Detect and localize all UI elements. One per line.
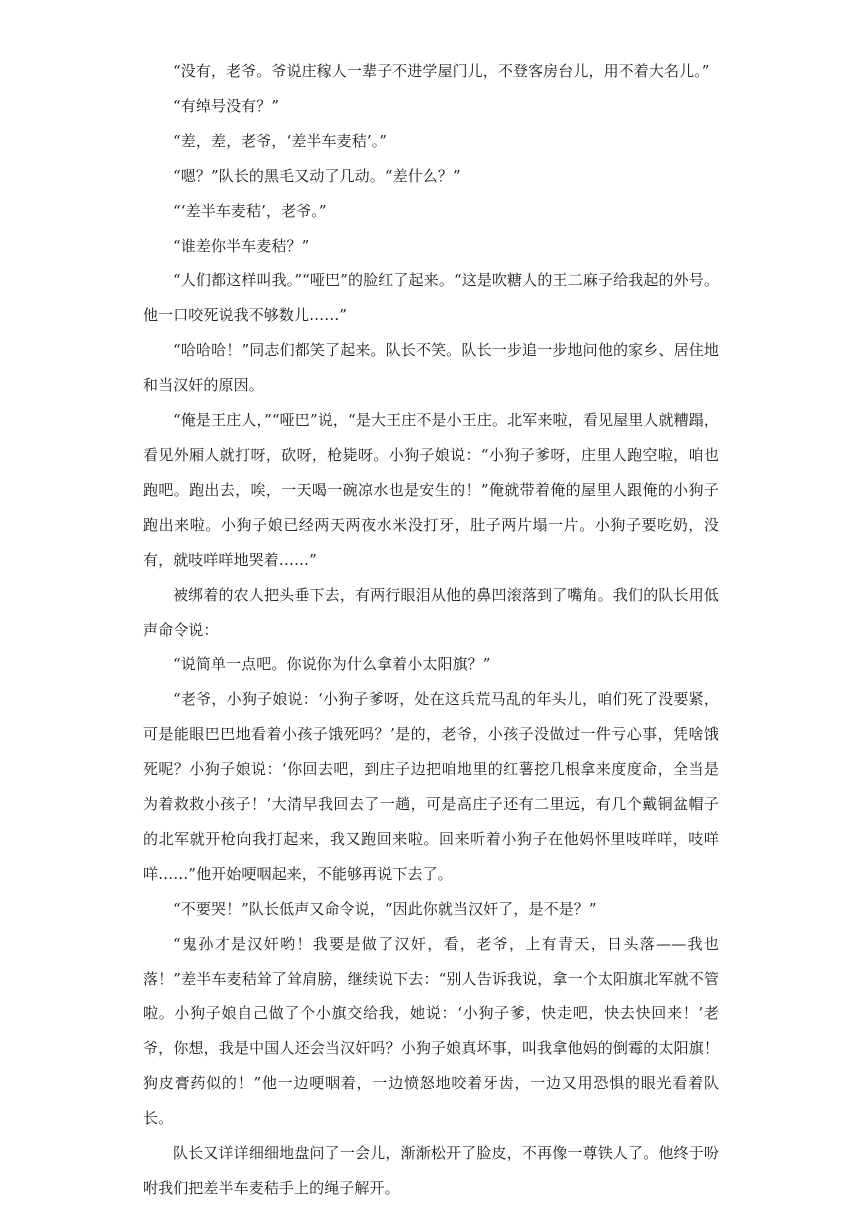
paragraph-15: 队长又详详细细地盘问了一会儿，渐渐松开了脸皮，不再像一尊铁人了。他终于吩咐我们把差半车麦秸手上的绳子解开。	[143, 1144, 719, 1197]
paragraph-11: “说简单一点吧。你说你为什么拿着小太阳旗？”	[173, 655, 491, 674]
paragraph-3: “差，差，老爷，‘差半车麦秸’。”	[173, 131, 388, 150]
paragraph-8: “哈哈哈！”同志们都笑了起来。队长不笑。队长一步追一步地问他的家乡、居住地和当汉奸的原因。	[143, 341, 719, 395]
paragraph-5: “‘差半车麦秸’，老爷。”	[173, 201, 327, 220]
paragraph-10: 被绑着的农人把头垂下去，有两行眼泪从他的鼻凹滚落到了嘴角。我们的队长用低声命令说：	[143, 585, 719, 639]
paragraph-7: “人们都这样叫我。”“哑巴”的脸红了起来。“这是吹糖人的王二麻子给我起的外号。他一口咬死说我不够数儿……”	[143, 271, 719, 325]
paragraph-12: “老爷，小狗子娘说：‘小狗子爹呀，处在这兵荒马乱的年头儿，咱们死了没要紧，可是能眼巴巴地看着小孩子饿死吗？’是的，老爷，小孩子没做过一件亏心事，凭啥饿死呢？小狗子娘说：‘你回去吧，到庄子边把咱地里的红薯挖几根拿来度度命，全当是为着救救小孩子！’大清早我回去了一趟，可是高庄子还有二里远，有几个戴铜盆帽子的北军就开枪向我打起来，我又跑回来啦。回来听着小狗子在他妈怀里吱咩咩，吱咩咩……”他开始哽咽起来，不能够再说下去了。	[143, 690, 719, 883]
paragraph-1: “没有，老爷。爷说庄稼人一辈子不进学屋门儿，不登客房台儿，用不着大名儿。”	[173, 62, 710, 80]
paragraph-4: “嗯？”队长的黑毛又动了几动。“差什么？”	[173, 166, 461, 185]
paragraph-14: “鬼孙才是汉奸哟！我要是做了汉奸，看，老爷，上有青天，日头落——我也落！”差半车麦秸耸了耸肩膀，继续说下去：“别人告诉我说，拿一个太阳旗北军就不管啦。小狗子娘自己做了个小旗交给我，她说：‘小狗子爹，快走吧，快去快回来！’老爷，你想，我是中国人还会当汉奸吗？小狗子娘真坏事，叫我拿他妈的倒霉的太阳旗！狗皮膏药似的！”他一边哽咽着，一边愤怒地咬着牙齿，一边又用恐惧的眼光看着队长。	[143, 934, 719, 1128]
paragraph-9: “俺是王庄人，”“哑巴”说，“是大王庄不是小王庄。北军来啦，看见屋里人就糟蹋，看见外厢人就打呀，砍呀，枪毙呀。小狗子娘说：“小狗子爹呀，庄里人跑空啦，咱也跑吧。跑出去，唉，一天喝一碗凉水也是安生的！”俺就带着俺的屋里人跟俺的小狗子跑出来啦。小狗子娘已经两天两夜水米没打牙，肚子两片塌一片。小狗子要吃奶，没有，就吱咩咩地哭着……”	[143, 411, 719, 569]
paragraph-13: “不要哭！”队长低声又命令说，“因此你就当汉奸了，是不是？”	[173, 899, 597, 918]
document-body	[143, 54, 719, 1206]
paragraph-2: “有绰号没有？”	[173, 96, 280, 115]
paragraph-6: “谁差你半车麦秸？”	[173, 236, 310, 255]
